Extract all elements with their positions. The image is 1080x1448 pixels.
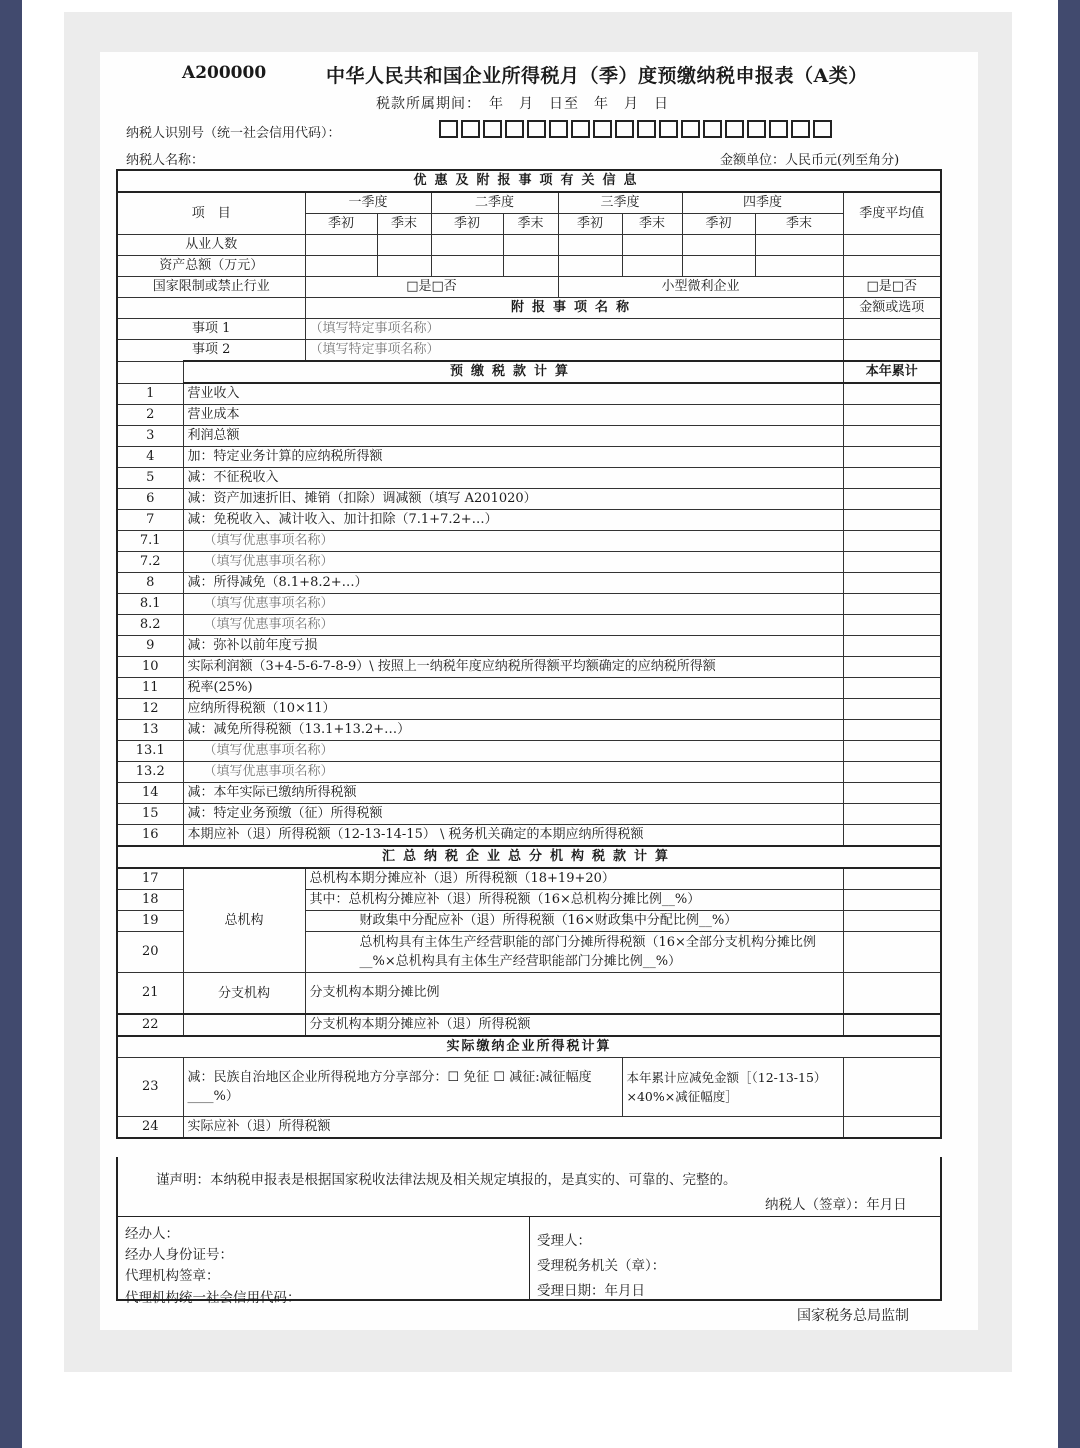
table-row (117, 510, 941, 531)
table-row (117, 804, 941, 825)
line-text-right: 本年累计应减免金额［（12-13-15）×40%×减征幅度］ (622, 1058, 843, 1117)
line-number: 13 (117, 720, 183, 741)
table-row (117, 657, 941, 678)
cell-input[interactable] (843, 1058, 941, 1117)
line-number: 9 (117, 636, 183, 657)
line-text: （填写优惠事项名称） (183, 762, 843, 783)
table-row (117, 678, 941, 699)
table-row (117, 383, 941, 405)
cell-input[interactable] (503, 235, 558, 256)
line-text: 应纳所得税额（10×11） (183, 699, 843, 720)
line-number: 7 (117, 510, 183, 531)
taxpayer-name-label: 纳税人名称： (126, 153, 205, 168)
tax-office-label: 受理税务机关（章）： (537, 1258, 666, 1274)
cell-input[interactable] (843, 340, 941, 362)
table-row (117, 636, 941, 657)
cell-input[interactable] (843, 552, 941, 573)
cell-input[interactable] (843, 468, 941, 489)
header-start: 季初 (431, 214, 503, 235)
declaration-table (116, 169, 942, 1139)
cell-input[interactable] (843, 489, 941, 510)
line-text: 其中：总机构分摊应补（退）所得税额（16×总机构分摊比例__%） (305, 890, 843, 911)
row-employees-label: 从业人数 (117, 235, 305, 256)
header-end: 季末 (755, 214, 843, 235)
cell-input[interactable] (377, 235, 431, 256)
cell-input[interactable] (843, 573, 941, 594)
line-number: 13.2 (117, 762, 183, 783)
line-number: 8.1 (117, 594, 183, 615)
id-digit-box[interactable] (593, 120, 612, 138)
id-digit-box[interactable] (725, 120, 744, 138)
line-text: 总机构具有主体生产经营职能的部门分摊所得税额（16×全部分支机构分摊比例__%×总机构具有主体生产经营职能部门分摊比例__%） (305, 932, 843, 973)
cell-input[interactable] (843, 510, 941, 531)
cell-input[interactable] (843, 383, 941, 405)
line-number: 3 (117, 426, 183, 447)
id-digit-box[interactable] (571, 120, 590, 138)
line-number: 2 (117, 405, 183, 426)
footer-vertical-divider (529, 1216, 530, 1301)
head-office-label (183, 868, 305, 973)
cell-input[interactable] (622, 256, 682, 277)
table-row (117, 699, 941, 720)
header-end: 季末 (503, 214, 558, 235)
table-row (117, 825, 941, 847)
cell-input[interactable] (843, 783, 941, 804)
cell-input[interactable] (305, 256, 377, 277)
handler-id-label: 经办人身份证号： (125, 1247, 233, 1263)
id-digit-box[interactable] (703, 120, 722, 138)
table-row (117, 573, 941, 594)
id-digit-box[interactable] (439, 120, 458, 138)
cell-input[interactable] (682, 235, 755, 256)
section-actual: 实际缴纳企业所得税计算 (117, 1036, 941, 1058)
supervisor-label: 国家税务总局监制 (797, 1308, 909, 1324)
cell-input[interactable] (843, 256, 941, 277)
header-amount-or-option: 金额或选项 (843, 298, 941, 319)
id-digit-box[interactable] (747, 120, 766, 138)
cell-input[interactable] (755, 256, 843, 277)
taxpayer-id-boxes[interactable] (439, 120, 832, 138)
attached-item-placeholder[interactable]: （填写特定事项名称） (305, 319, 843, 340)
id-digit-box[interactable] (769, 120, 788, 138)
line-text: （填写优惠事项名称） (183, 531, 843, 552)
line-number: 4 (117, 447, 183, 468)
section-prepay: 预缴税款计算 (183, 361, 843, 383)
line-text: 减：特定业务预缴（征）所得税额 (183, 804, 843, 825)
id-digit-box[interactable] (483, 120, 502, 138)
table-row (117, 552, 941, 573)
line-text: 减：减免所得税额（13.1+13.2+…） (183, 720, 843, 741)
cell-input[interactable] (843, 1117, 941, 1139)
line-text: 加：特定业务计算的应纳税所得额 (183, 447, 843, 468)
line-text: 减：所得减免（8.1+8.2+…） (183, 573, 843, 594)
cell-input[interactable] (843, 825, 941, 847)
line-text: （填写优惠事项名称） (183, 741, 843, 762)
cell-input[interactable] (431, 235, 503, 256)
line-text: 减：弥补以前年度亏损 (183, 636, 843, 657)
cell-input[interactable] (843, 447, 941, 468)
id-digit-box[interactable] (813, 120, 832, 138)
id-digit-box[interactable] (461, 120, 480, 138)
cell-input[interactable] (843, 235, 941, 256)
line-text: 减：不征税收入 (183, 468, 843, 489)
cell-input[interactable] (558, 235, 622, 256)
cell-input[interactable] (843, 615, 941, 636)
table-row (117, 489, 941, 510)
line-text: 实际利润额（3+4-5-6-7-8-9）\ 按照上一纳税年度应纳税所得额平均额确定的应纳税所得额 (183, 657, 843, 678)
head-office-text: 总机构 (224, 913, 264, 928)
header-ytd: 本年累计 (843, 361, 941, 383)
taxpayer-id-label: 纳税人识别号（统一社会信用代码）： (126, 126, 341, 141)
line-text: 分支机构本期分摊比例 (305, 973, 843, 1015)
cell-input[interactable] (843, 594, 941, 615)
line-number: 7.1 (117, 531, 183, 552)
line-text: 减：资产加速折旧、摊销（扣除）调减额（填写 A201020） (183, 489, 843, 510)
line-number: 18 (117, 890, 183, 911)
table-row (117, 531, 941, 552)
line-number: 15 (117, 804, 183, 825)
table-row (117, 468, 941, 489)
id-digit-box[interactable] (791, 120, 810, 138)
line-text: （填写优惠事项名称） (183, 552, 843, 573)
section-summary: 汇总纳税企业总分机构税款计算 (117, 846, 941, 868)
line-number: 8 (117, 573, 183, 594)
header-q1: 一季度 (305, 192, 431, 214)
attached-item-label: 事项 1 (117, 319, 305, 340)
cell-input[interactable] (843, 699, 941, 720)
line-text: 财政集中分配应补（退）所得税额（16×财政集中分配比例__%） (305, 911, 843, 932)
branch-label: 分支机构 (183, 973, 305, 1015)
line-text: 实际应补（退）所得税额 (183, 1117, 843, 1139)
cell-input[interactable] (305, 235, 377, 256)
line-number: 1 (117, 383, 183, 405)
cell-input[interactable] (843, 657, 941, 678)
cell-input[interactable] (843, 932, 941, 973)
cell-input[interactable] (843, 762, 941, 783)
cell-input[interactable] (755, 235, 843, 256)
table-row (117, 741, 941, 762)
restricted-yes-no-checkbox[interactable]: □是□否 (305, 277, 558, 298)
table-row (117, 615, 941, 636)
header-start: 季初 (305, 214, 377, 235)
cell-input[interactable] (377, 256, 431, 277)
line-number: 12 (117, 699, 183, 720)
cell-input[interactable] (843, 868, 941, 890)
line-number: 24 (117, 1117, 183, 1139)
cell-input[interactable] (843, 678, 941, 699)
line-text: （填写优惠事项名称） (183, 594, 843, 615)
id-digit-box[interactable] (615, 120, 634, 138)
header-start: 季初 (558, 214, 622, 235)
cell-input[interactable] (843, 636, 941, 657)
line-text[interactable]: 减：民族自治地区企业所得税地方分享部分：☐ 免征 ☐ 减征:减征幅度____%） (183, 1058, 622, 1117)
header-q2: 二季度 (431, 192, 558, 214)
tax-period: 税款所属期间： 年 月 日至 年 月 日 (376, 96, 669, 112)
line-text: （填写优惠事项名称） (183, 615, 843, 636)
id-digit-box[interactable] (549, 120, 568, 138)
id-digit-box[interactable] (659, 120, 678, 138)
agency-seal-label: 代理机构签章： (125, 1268, 220, 1284)
id-digit-box[interactable] (505, 120, 524, 138)
header-average: 季度平均值 (843, 192, 941, 235)
header-start: 季初 (682, 214, 755, 235)
declaration-text: 谨声明：本纳税申报表是根据国家税收法律法规及相关规定填报的，是真实的、可靠的、完整的。 (156, 1172, 737, 1188)
id-digit-box[interactable] (637, 120, 656, 138)
line-text: 营业成本 (183, 405, 843, 426)
handler-label: 经办人： (125, 1226, 179, 1242)
form-title: 中华人民共和国企业所得税月（季）度预缴纳税申报表（A类） (326, 65, 868, 87)
line-number: 6 (117, 489, 183, 510)
line-number: 10 (117, 657, 183, 678)
cell-input[interactable] (558, 256, 622, 277)
cell-input[interactable] (843, 804, 941, 825)
table-row (117, 594, 941, 615)
cell-input[interactable] (843, 1014, 941, 1036)
cell-input[interactable] (431, 256, 503, 277)
line-number: 7.2 (117, 552, 183, 573)
table-row (117, 447, 941, 468)
cell-input[interactable] (843, 720, 941, 741)
table-row (117, 720, 941, 741)
line-number: 8.2 (117, 615, 183, 636)
line-number: 21 (117, 973, 183, 1015)
line-number: 13.1 (117, 741, 183, 762)
line-number: 20 (117, 932, 183, 973)
header-end: 季末 (377, 214, 431, 235)
small-yes-no-checkbox[interactable]: □是□否 (843, 277, 941, 298)
small-enterprise-label: 小型微利企业 (558, 277, 843, 298)
line-number: 14 (117, 783, 183, 804)
form-code: A200000 (182, 63, 267, 83)
receiver-label: 受理人： (537, 1233, 591, 1249)
id-digit-box[interactable] (527, 120, 546, 138)
cell-input[interactable] (622, 235, 682, 256)
header-end: 季末 (622, 214, 682, 235)
cell-input[interactable] (843, 426, 941, 447)
taxpayer-signature: 纳税人（签章）：年月日 (765, 1197, 907, 1213)
row-restricted-label: 国家限制或禁止行业 (117, 277, 305, 298)
section-attached: 附报事项名称 (305, 298, 843, 319)
line-number: 16 (117, 825, 183, 847)
header-q4: 四季度 (682, 192, 843, 214)
table-row (117, 426, 941, 447)
section-preferential: 优惠及附报事项有关信息 (117, 170, 941, 192)
cell-input[interactable] (843, 531, 941, 552)
receive-date-label: 受理日期：年月日 (537, 1283, 645, 1299)
line-number: 19 (117, 911, 183, 932)
table-row (117, 405, 941, 426)
line-text: 本期应补（退）所得税额（12-13-14-15） \ 税务机关确定的本期应纳所得税额 (183, 825, 843, 847)
attached-item-placeholder[interactable]: （填写特定事项名称） (305, 340, 843, 362)
line-text: 营业收入 (183, 383, 843, 405)
line-text: 总机构本期分摊应补（退）所得税额（18+19+20） (305, 868, 843, 890)
line-number: 23 (117, 1058, 183, 1117)
line-text: 利润总额 (183, 426, 843, 447)
cell-input[interactable] (843, 405, 941, 426)
line-text: 减：本年实际已缴纳所得税额 (183, 783, 843, 804)
table-row (117, 783, 941, 804)
header-item: 项 目 (117, 192, 305, 235)
line-number: 17 (117, 868, 183, 890)
cell-input[interactable] (843, 911, 941, 932)
cell-input[interactable] (843, 319, 941, 340)
row-assets-label: 资产总额（万元） (117, 256, 305, 277)
line-number: 11 (117, 678, 183, 699)
agency-code-label: 代理机构统一社会信用代码： (125, 1290, 301, 1306)
id-digit-box[interactable] (681, 120, 700, 138)
cell-input[interactable] (843, 973, 941, 1015)
attached-item-label: 事项 2 (117, 340, 305, 362)
cell-input[interactable] (843, 741, 941, 762)
table-row (117, 762, 941, 783)
header-q3: 三季度 (558, 192, 682, 214)
line-number: 22 (117, 1014, 183, 1036)
cell-input[interactable] (503, 256, 558, 277)
currency-unit: 金额单位：人民币元(列至角分) (720, 153, 900, 168)
line-text: 税率(25%) (183, 678, 843, 699)
line-text: 减：免税收入、减计收入、加计扣除（7.1+7.2+…） (183, 510, 843, 531)
line-text: 分支机构本期分摊应补（退）所得税额 (305, 1014, 843, 1036)
cell-input[interactable] (682, 256, 755, 277)
line-number: 5 (117, 468, 183, 489)
cell-input[interactable] (843, 890, 941, 911)
